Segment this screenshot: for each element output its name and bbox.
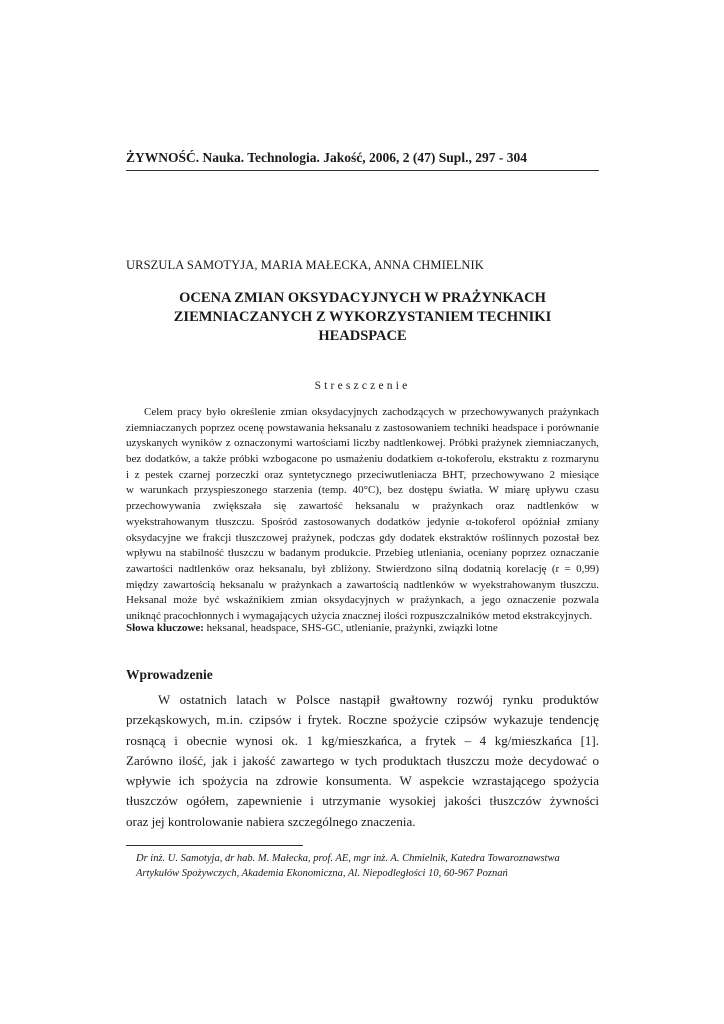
abstract-line: oksydacyjne we frakcji tłuszczowej prażynek, podczas gdy dodatek ekstraktów roślinnych pozostał bez: [126, 531, 599, 544]
abstract-line: przechowywania zwiększała się zawartość heksanalu w prażynkach oraz nadtlenków w: [126, 500, 599, 513]
abstract-line: wyekstrahowanym tłuszczu. Spośród zastosowanych dodatków jedynie α-tokoferol opóźniał zmiany: [126, 515, 599, 528]
abstract-line: Heksanal może być wskaźnikiem zmian oksydacyjnych w prażynkach, a jego oznaczenie pozwala: [126, 594, 599, 607]
abstract-line: uniknąć pracochłonnych i wymagających użycia znacznej ilości rozpuszczalników metod ekstrakcyjnych.: [126, 609, 593, 622]
footnote-line: Artykułów Spożywczych, Akademia Ekonomiczna, Al. Niepodległości 10, 60-967 Poznań: [136, 868, 508, 879]
abstract-heading: Streszczenie: [314, 380, 411, 392]
introduction-body: [126, 690, 599, 832]
authors: URSZULA SAMOTYJA, MARIA MAŁECKA, ANNA CHMIELNIK: [126, 258, 484, 272]
intro-line: rosnącą i obecnie wynosi ok. 1 kg/mieszkańca, a frytek – 4 kg/mieszkańca [1].: [126, 732, 599, 748]
abstract-line: i z pestek czarnej porzeczki oraz syntetycznego przeciwutleniacza BHT, przechowywano 2 miesiące: [126, 468, 599, 481]
author-footnote: [136, 851, 599, 881]
title-line: HEADSPACE: [318, 328, 407, 344]
title-line: OCENA ZMIAN OKSYDACYJNYCH W PRAŻYNKACH: [179, 290, 546, 306]
title-line: ZIEMNIACZANYCH Z WYKORZYSTANIEM TECHNIKI: [173, 309, 552, 325]
abstract-line: bez dodatków, a także próbki wzbogacone po usmażeniu dodatkiem α-tokoferolu, ekstraktu z rozmarynu: [126, 453, 599, 466]
keywords-label: Słowa kluczowe:: [126, 622, 204, 634]
header-rule: [126, 170, 599, 171]
abstract-line: uzyskanych wyników z oznaczonymi wartościami liczby nadtlenkowej. Próbki prażynek ziemniaczanych,: [126, 437, 599, 450]
paper-title: [126, 289, 599, 346]
abstract-body: [126, 405, 599, 625]
abstract-line: Celem pracy było określenie zmian oksydacyjnych zachodzących w przechowywanych prażynkach: [144, 406, 599, 418]
intro-line: wpływie ich spożycia na zdrowie konsumenta. W aspekcie wzrastającego spożycia: [126, 773, 599, 789]
intro-line: tłuszczów ogółem, zapewnienie i utrzymanie wysokiej jakości tłuszczów żywności: [126, 793, 599, 809]
intro-line: Zarówno ilość, jak i jakość zawartego w tych produktach tłuszczu może decydować o: [126, 752, 599, 768]
abstract-line: ziemniaczanych poprzez ocenę powstawania heksanalu z zastosowaniem techniki headspace i porównanie: [126, 421, 599, 434]
intro-line: przekąskowych, m.in. czipsów i frytek. Roczne spożycie czipsów wykazuje tendencję: [126, 712, 599, 728]
abstract-line: w warunkach przyspieszonego starzenia (temp. 40°C), bez dostępu światła. W miarę upływu czasu: [126, 484, 599, 497]
intro-line: W ostatnich latach w Polsce nastąpił gwałtowny rozwój rynku produktów: [158, 692, 599, 707]
keywords-text: heksanal, headspace, SHS-GC, utlenianie, prażynki, związki lotne: [203, 622, 498, 634]
abstract-line: zawartości nadtlenków oraz heksanalu, był zbliżony. Stwierdzono silną dodatnią korelację (r = 0,99): [126, 562, 599, 575]
footnote-line: Dr inż. U. Samotyja, dr hab. M. Małecka, prof. AE, mgr inż. A. Chmielnik, Katedra Towaroznawstwa: [136, 853, 560, 864]
section-heading-introduction: Wprowadzenie: [126, 667, 213, 682]
footnote-rule: [126, 845, 303, 846]
abstract-line: wpływu na stabilność tłuszczu w badanym produkcie. Przebieg utleniania, oceniany poprzez oznaczanie: [126, 547, 599, 560]
intro-line: oraz jej kontrolowanie nabiera szczególnego znaczenia.: [126, 813, 416, 829]
keywords: [126, 622, 498, 634]
abstract-line: między zawartością heksanalu w prażynkach a zawartością nadtlenków w wyekstrahowanym tłuszczu.: [126, 578, 599, 591]
journal-header: ŻYWNOŚĆ. Nauka. Technologia. Jakość, 2006, 2 (47) Supl., 297 - 304: [126, 150, 527, 165]
